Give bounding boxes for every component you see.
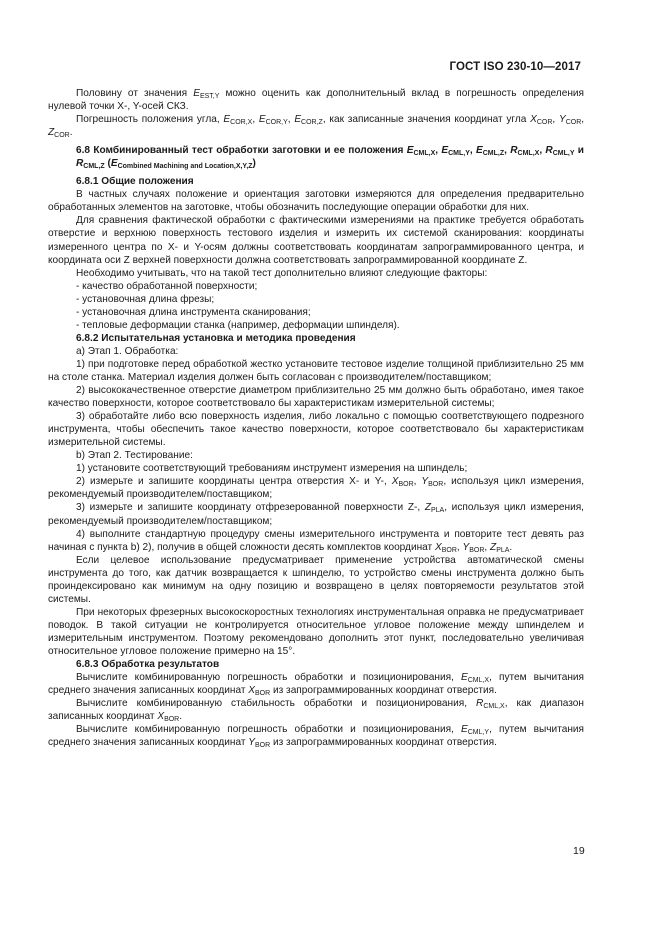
result-paragraph-ecml-x: Вычислите комбинированную погрешность обработки и позиционирования, $E_{CML,X}$, путем вычитания среднего значения записанных координат $X_{BOR}$ из запрограммированных координат отверстия.: [48, 672, 584, 698]
page-number: 19: [573, 845, 585, 857]
section-heading-6-8: 6.8 Комбинированный тест обработки заготовки и ее положения $E_{CML,X}$, $E_{CML,Y}$, $E_{CML,Z}$, $R_{CML,X}$, $R_{CML,Y}$ и $R_{CML,Z}$ $(E_{Combined Machining and Location,X,Y,Z})$: [76, 145, 585, 171]
stage-a-step-2: 2) высококачественное отверстие диаметром приблизительно 25 мм должно быть обработано, имея такое качество поверхности, которое соответствовало бы характеристикам измерительной системы;: [48, 385, 584, 410]
paragraph-est: Половину от значения $E_{EST,Y}$ можно оценить как дополнительный вклад в погрешность определения нулевой точки X-, Y-осей СКЗ.: [48, 88, 584, 113]
document-body: [48, 87, 584, 749]
list-item: - тепловые деформации станка (например, деформации шпинделя).: [76, 319, 400, 331]
list-item: - установочная длина фрезы;: [76, 293, 215, 305]
stage-b-step-4: 4) выполните стандартную процедуру смены измерительного инструмента и повторите тест девять раз начиная с пункта b) 2), получив в общей сложности десять комплектов координат $X_{BOR}$, $Y_{BOR}$, $Z_{PLA}$.: [48, 528, 584, 554]
paragraph-general: В частных случаях положение и ориентация заготовки измеряются для определения предварительно обработанных элементов на заготовке, чтобы обозначить последующие операции обработки для них.: [48, 189, 584, 214]
stage-a-label: a) Этап 1. Обработка:: [76, 345, 179, 357]
result-paragraph-ecml-y: Вычислите комбинированную погрешность обработки и позиционирования, $E_{CML,Y}$, путем вычитания среднего значения записанных координат $Y_{BOR}$ из запрограммированных координат отверстия.: [48, 724, 584, 750]
stage-b-step-1: 1) установите соответствующий требованиям инструмент измерения на шпиндель;: [76, 463, 468, 475]
stage-a-step-3: 3) обработайте либо всю поверхность изделия, либо локально с помощью соответствующего подрезного инструмента, чтобы обеспечить такое качество поверхности, которое соответствовало бы характеристикам измерительной системы.: [48, 411, 584, 449]
stage-b-step-2: 2) измерьте и запишите координаты центра отверстия X- и Y-, $X_{BOR}$, $Y_{BOR}$, используя цикл измерения, рекомендуемый производителем/поставщиком;: [48, 476, 584, 501]
paragraph-tool-changer: Если целевое использование предусматривает применение устройства автоматической смены инструмента до того, как датчик возвращается к шпинделю, то устройство смены инструмента должно быть проиндексировано как минимум на одну позицию и возвращено в целях повторяемости результатов этой системы.: [48, 554, 584, 605]
document-standard-header: ГОСТ ISO 230-10—2017: [449, 61, 581, 73]
list-item: - установочная длина инструмента сканирования;: [76, 306, 311, 318]
stage-a-step-1: 1) при подготовке перед обработкой жестко установите тестовое изделие толщиной приблизительно 25 мм на столе станка. Материал изделия должен быть согласован с производителем/поставщиком;: [48, 358, 584, 383]
list-item: - качество обработанной поверхности;: [76, 280, 258, 292]
section-heading-6-8-1: 6.8.1 Общие положения: [76, 176, 194, 188]
stage-b-step-3: 3) измерьте и запишите координату отфрезерованной поверхности Z-, $Z_{PLA}$, используя цикл измерения, рекомендуемый производителем/поставщиком;: [48, 502, 584, 527]
paragraph-high-speed: При некоторых фрезерных высокоскоростных технологиях инструментальная оправка не предусматривает поводок. В такой ситуации не контролируется относительное угловое положение между шпинделем и измерительным инструментом. Поэтому рекомендовано дополнить этот пункт, последовательно увеличивая относительное угловое положение примерно на 15°.: [48, 606, 584, 657]
paragraph-corner-error: Погрешность положения угла, $E_{COR,X}$, $E_{COR,Y}$, $E_{COR,Z}$, как записанные значения координат угла $X_{COR}$, $Y_{COR}$, $Z_{COR}$.: [48, 114, 585, 140]
paragraph-comparison: Для сравнения фактической обработки с фактическими измерениями на практике требуется обработать отверстие и верхнюю поверхность тестового изделия и измерить их системой сканирования: координаты измеренного центра по X- и Y-осям должны соответствовать координатам запрограммированного центра, и координата оси Z верхней поверхности должна соответствовать запрограммированной координате Z.: [48, 215, 584, 266]
section-heading-6-8-3: 6.8.3 Обработка результатов: [76, 659, 220, 671]
stage-b-label: b) Этап 2. Тестирование:: [76, 450, 193, 462]
result-paragraph-rcml-x: Вычислите комбинированную стабильность обработки и позиционирования, $R_{CML,X}$, как диапазон записанных координат $X_{BOR}$.: [48, 698, 584, 724]
section-heading-6-8-2: 6.8.2 Испытательная установка и методика проведения: [76, 332, 356, 344]
paragraph-factors-intro: Необходимо учитывать, что на такой тест дополнительно влияют следующие факторы:: [76, 267, 488, 279]
